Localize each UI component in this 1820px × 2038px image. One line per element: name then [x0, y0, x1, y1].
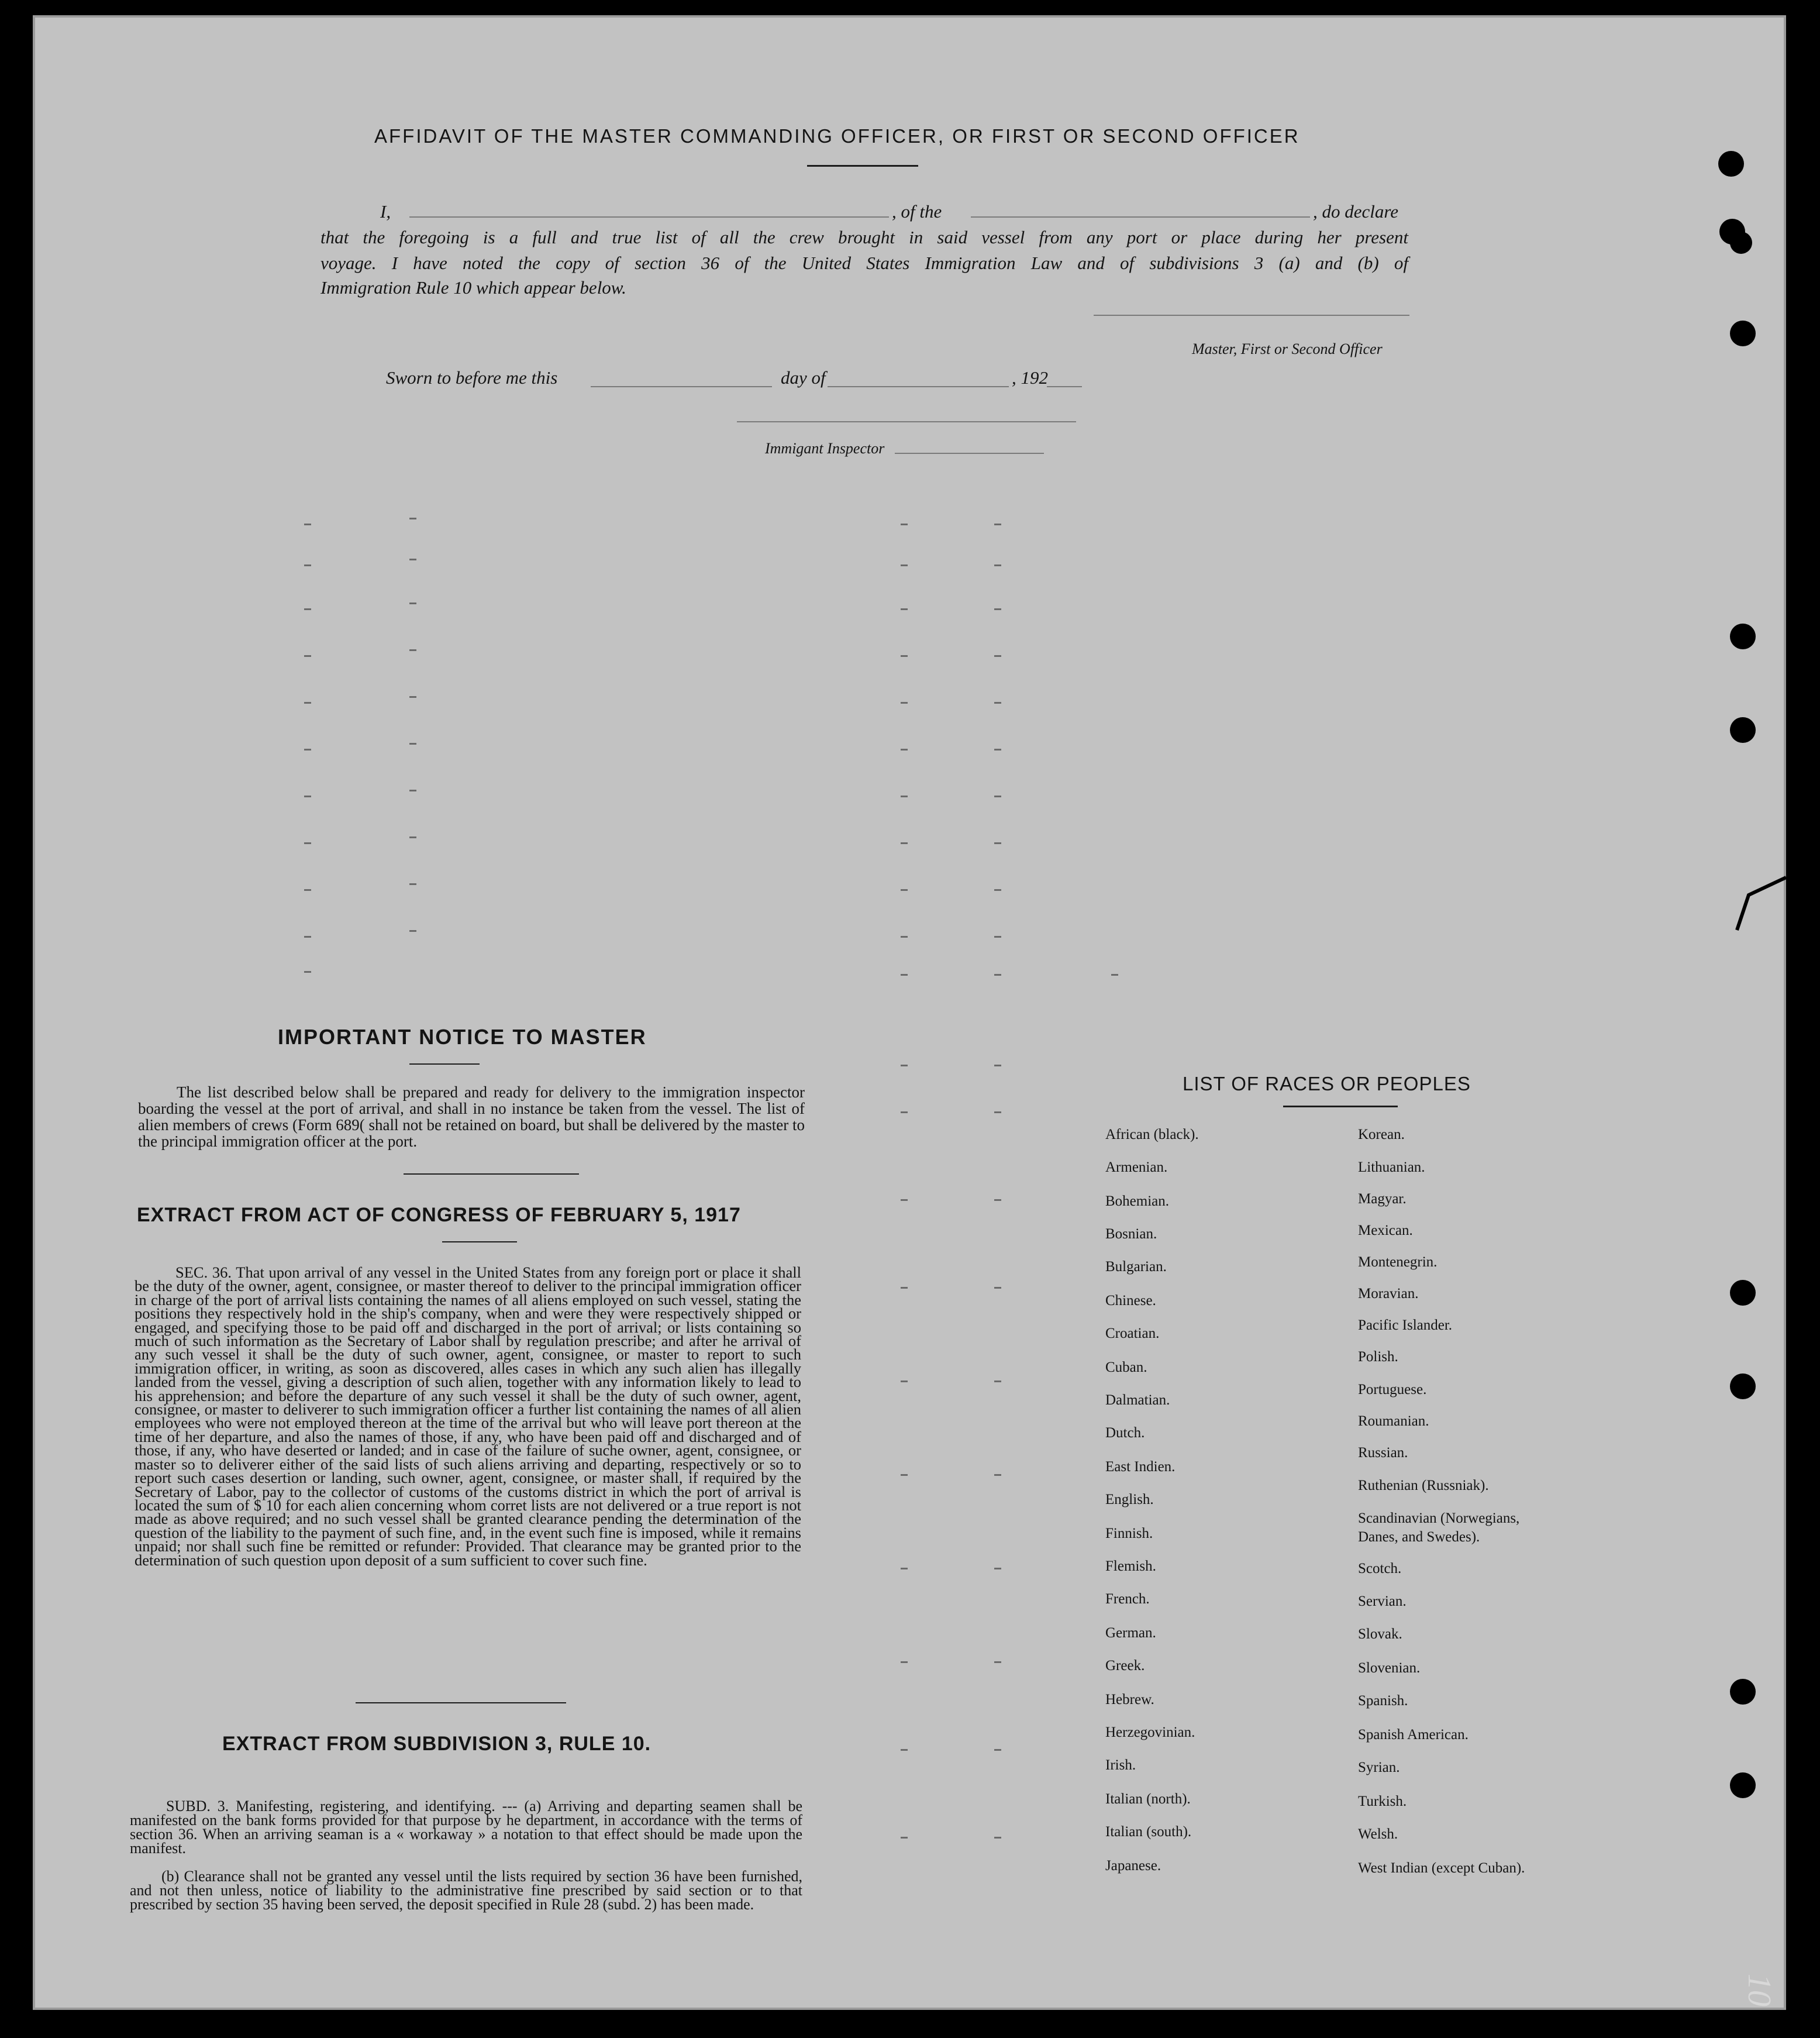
list-item: Syrian.: [1358, 1760, 1400, 1775]
list-item: Scotch.: [1358, 1561, 1402, 1576]
list-item: Japanese.: [1105, 1858, 1161, 1874]
list-item: Magyar.: [1358, 1191, 1407, 1207]
list-item: Korean.: [1358, 1127, 1405, 1142]
rule-para-b: (b) Clearance shall not be granted any vessel until the lists required by section 36 have been furnished, and not then unless, notice of liability to the administrative fine prescribed by said section or to that prescribed by section 35 having been served, the deposit specified in Rule 28 (subd. 2) has been made.: [130, 1868, 802, 1913]
races-underline: [1283, 1106, 1398, 1107]
list-item: Bohemian.: [1105, 1193, 1170, 1209]
list-item: Roumanian.: [1358, 1413, 1429, 1429]
declaration-line-3: voyage. I have noted the copy of section 36 of the United States Immigration Law and of subdivisions 3 (a) and (b) of: [320, 253, 1408, 273]
list-item: Servian.: [1358, 1593, 1407, 1609]
master-signature-label: Master, First or Second Officer: [1192, 340, 1383, 357]
margin-number: 10: [1741, 1974, 1777, 2006]
punch-hole: [1730, 321, 1756, 346]
do-declare-label: , do declare: [1313, 201, 1399, 222]
list-item: Spanish American.: [1358, 1727, 1469, 1743]
list-item: Chinese.: [1105, 1293, 1156, 1309]
list-item: Polish.: [1358, 1349, 1398, 1365]
list-item: Italian (north).: [1105, 1791, 1191, 1807]
list-item: English.: [1105, 1492, 1154, 1507]
act-divider: [356, 1702, 566, 1703]
list-item: French.: [1105, 1591, 1150, 1607]
list-item: Croatian.: [1105, 1326, 1160, 1341]
list-item: East Indien.: [1105, 1459, 1176, 1475]
sworn-day-field[interactable]: [591, 386, 772, 387]
list-item: Armenian.: [1105, 1159, 1168, 1175]
list-item: Scandinavian (Norwegians, Danes, and Swedes).: [1358, 1510, 1520, 1545]
punch-hole: [1730, 1280, 1756, 1306]
sworn-label: Sworn to before me this: [386, 367, 558, 388]
affidavit-title: AFFIDAVIT OF THE MASTER COMMANDING OFFICER, OR FIRST OR SECOND OFFICER: [374, 125, 1300, 147]
list-item: Flemish.: [1105, 1558, 1156, 1574]
list-item: Slovenian.: [1358, 1660, 1421, 1676]
form-page: [33, 15, 1786, 2010]
punch-hole: [1730, 624, 1756, 649]
list-item: German.: [1105, 1625, 1156, 1641]
notice-heading: IMPORTANT NOTICE TO MASTER: [278, 1025, 647, 1049]
list-item: Turkish.: [1358, 1793, 1407, 1809]
list-item: African (black).: [1105, 1127, 1199, 1142]
list-item: Greek.: [1105, 1658, 1145, 1674]
list-item: Portuguese.: [1358, 1382, 1427, 1397]
punch-hole: [1730, 1373, 1756, 1399]
inspector-label: Immigant Inspector: [765, 440, 885, 457]
of-the-label: , of the: [892, 201, 942, 222]
master-signature-field[interactable]: [1094, 315, 1409, 316]
list-item: Welsh.: [1358, 1826, 1398, 1842]
list-item: Dalmatian.: [1105, 1392, 1170, 1408]
list-item: Slovak.: [1358, 1626, 1402, 1642]
act-underline: [442, 1241, 517, 1242]
list-item: Hebrew.: [1105, 1692, 1154, 1707]
list-item: Cuban.: [1105, 1359, 1147, 1375]
sworn-month-field[interactable]: [828, 386, 1009, 387]
list-item: Spanish.: [1358, 1693, 1408, 1709]
list-item: Irish.: [1105, 1757, 1136, 1773]
act-heading: EXTRACT FROM ACT OF CONGRESS OF FEBRUARY 5, 1917: [137, 1204, 741, 1226]
act-body: SEC. 36. That upon arrival of any vessel in the United States from any foreign port or place it shall be the duty of the owner, agent, consignee, or master thereof to deliver to the principal immigration officer in charge of the port of arrival lists containing the names of all aliens employed on such vessel, stating the positions they respectively hold in the ship's company, when and were they were respectively shipped or engaged, and specifying those to be paid off and discharged in the port of arrival; or lists containing so much of such information as the Secretary of Labor shall by regulation prescribe; and after he arrival of any such vessel it shall be the duty of such owner, agent, consignee, or master to report to such immigration officer, in writing, as soon as discovered, alles cases in which any such alien has illegally landed from the vessel, giving a description of such alien, together with any information likely to lead to his apprehension; and before the departure of any such vessel it shall be the duty of such owner, agent, consignee, or master to deliverer to such immigration officer a further list containing the names of all alien employees who were not employed thereon at the time of the arrival but who will leave port thereon at the time of her departure, and also the names of those, if any, who have been paid off and discharged and of those, if any, who have deserted or landed; and in case of the failure of suche owner, agent, consignee, or master so to deliverer either of the said lists of such aliens arriving and departing, respectively or so to report such cases desertion or landing, such owner, agent, consignee, or master shall, if required by the Secretary of Labor, pay to the collector of customs of the customs district in which the port of arrival is located the sum of $ 10 for each alien concerning whom corret lists are not delivered or a true report is not made as above required; and no such vessel shall be granted clearance pending the determination of the question of the liability to the payment of such fine, and, in the event such fine is imposed, while it remains unpaid; nor shall such fine be remitted or refunder: Provided. That clearance may be granted prior to the determination of such question upon deposit of a sum sufficient to cover such fine.: [135, 1264, 801, 1569]
list-item: Moravian.: [1358, 1286, 1419, 1302]
title-underline: [807, 165, 918, 167]
i-label: I,: [380, 201, 391, 222]
declaration-line-2: that the foregoing is a full and true list of all the crew brought in said vessel from any port or place during her present: [320, 227, 1408, 247]
list-item: Bulgarian.: [1105, 1259, 1167, 1275]
notice-body: The list described below shall be prepared and ready for delivery to the immigration inspector boarding the vessel at the port of arrival, and shall in no instance be taken from the vessel. The list of alien members of crews (Form 689( shall not be retained on board, but shall be delivered by the master to the principal immigration officer at the port.: [138, 1083, 805, 1150]
list-item: West Indian (except Cuban).: [1358, 1860, 1525, 1876]
list-item: Dutch.: [1105, 1425, 1145, 1441]
rule-para-a: SUBD. 3. Manifesting, registering, and identifying. --- (a) Arriving and departing seamen shall be manifested on the bank forms provided for that purpose by he department, in accordance with the terms of section 36. When an arriving seaman is a « workaway » a notation to that effect should be made upon the manifest.: [130, 1798, 802, 1857]
punch-hole: [1730, 232, 1752, 254]
name-field[interactable]: [409, 216, 889, 218]
punch-hole: [1730, 717, 1756, 743]
vessel-field[interactable]: [971, 216, 1310, 218]
punch-hole: [1730, 1772, 1756, 1798]
list-item: Bosnian.: [1105, 1226, 1157, 1242]
notice-underline: [409, 1063, 480, 1065]
declaration-line-4: Immigration Rule 10 which appear below.: [320, 277, 626, 298]
races-heading: LIST OF RACES OR PEOPLES: [1183, 1073, 1471, 1094]
list-item: Mexican.: [1358, 1223, 1413, 1238]
inspector-name-field[interactable]: [895, 453, 1044, 454]
list-item: Ruthenian (Russniak).: [1358, 1478, 1489, 1493]
day-of-label: day of: [781, 367, 826, 388]
inspector-signature-field[interactable]: [737, 421, 1076, 422]
list-item: Pacific Islander.: [1358, 1317, 1453, 1333]
punch-hole: [1730, 1679, 1756, 1705]
list-item: Lithuanian.: [1358, 1159, 1425, 1175]
notice-divider: [404, 1173, 579, 1175]
list-item: Montenegrin.: [1358, 1254, 1438, 1270]
year-label: , 192: [1012, 367, 1048, 388]
year-field[interactable]: [1047, 386, 1082, 387]
list-item: Finnish.: [1105, 1526, 1153, 1541]
rule-heading: EXTRACT FROM SUBDIVISION 3, RULE 10.: [222, 1733, 652, 1755]
paper-tear-mark: [1725, 872, 1786, 936]
list-item: Herzegovinian.: [1105, 1724, 1195, 1740]
list-item: Italian (south).: [1105, 1824, 1192, 1840]
punch-hole: [1718, 151, 1744, 177]
list-item: Russian.: [1358, 1445, 1408, 1461]
